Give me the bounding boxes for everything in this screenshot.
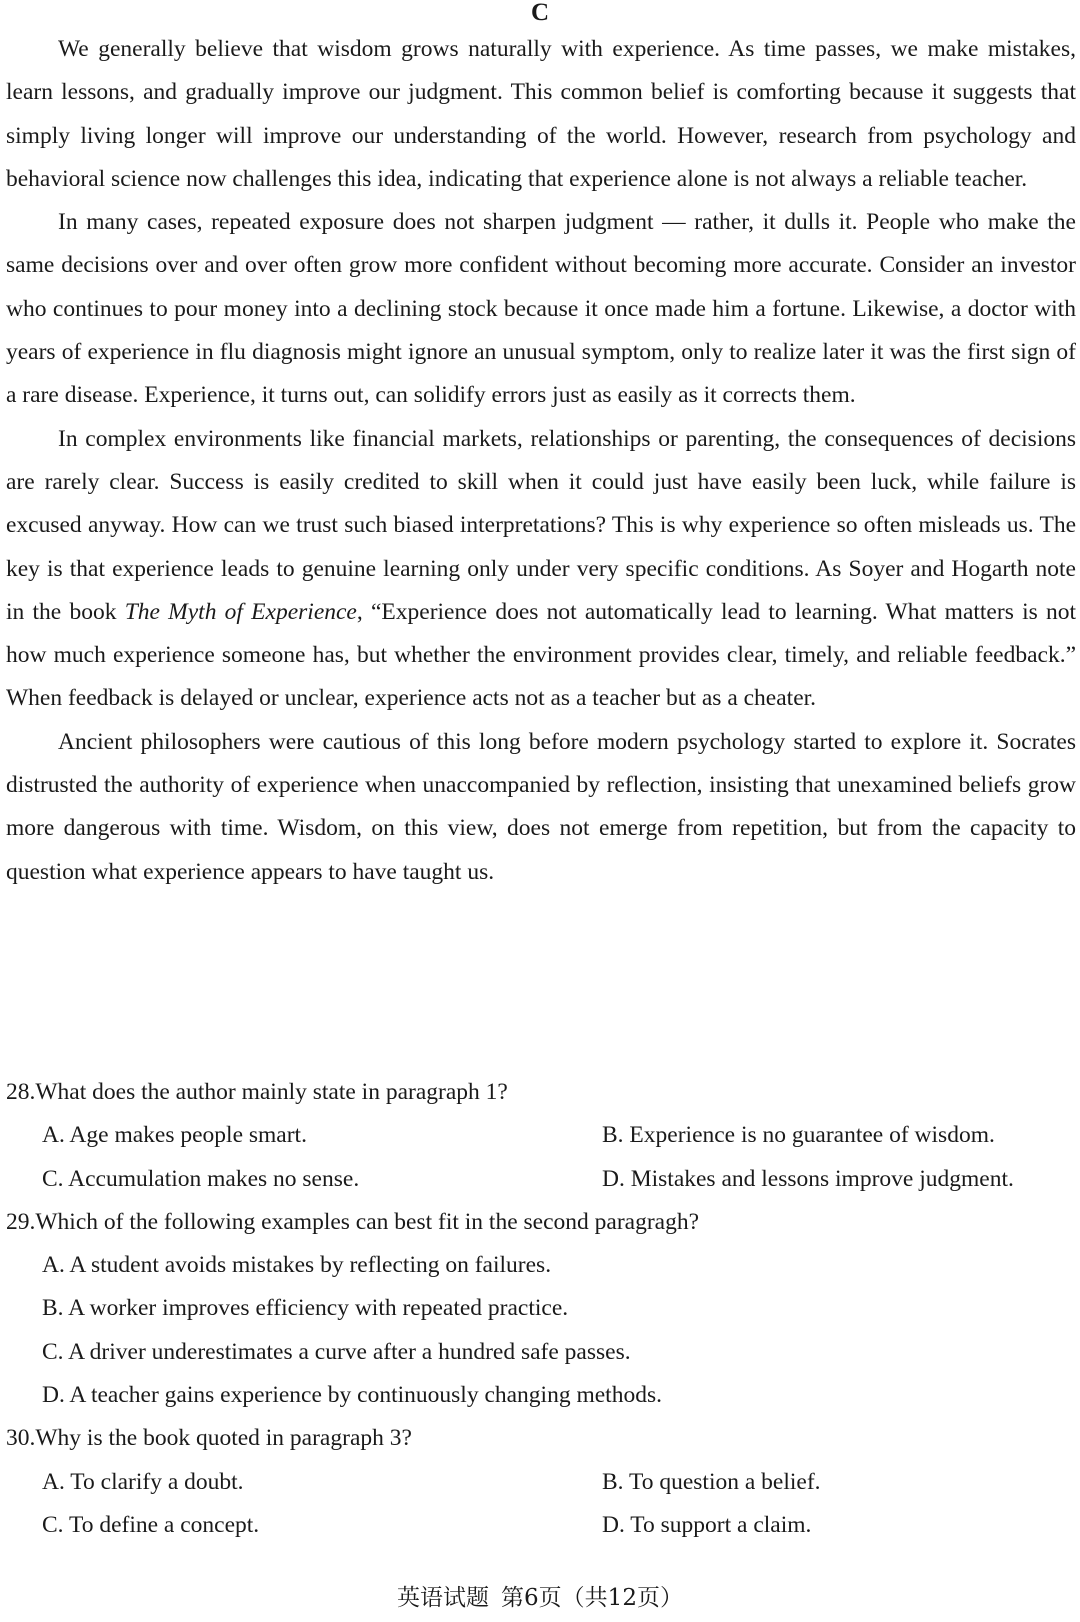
- option-row: [6, 1504, 1076, 1547]
- option-a: A. To clarify a doubt.: [42, 1468, 244, 1495]
- reading-passage: [6, 28, 1076, 894]
- option-c: C. Accumulation makes no sense.: [42, 1165, 360, 1192]
- question-stem: What does the author mainly state in paragraph 1?: [35, 1079, 508, 1105]
- question-stem: Which of the following examples can best fit in the second paragragh?: [35, 1208, 700, 1235]
- option-a: A. A student avoids mistakes by reflecting on failures.: [42, 1252, 552, 1279]
- book-title: The Myth of Experience: [124, 598, 357, 625]
- question-number: 29.: [6, 1208, 36, 1235]
- option-row: [6, 1158, 1076, 1201]
- passage-paragraph-2: In many cases, repeated exposure does not sharpen judgment — rather, it dulls it. People who make the same decisions over and over often grow more confident without becoming more accurate. Consider an investor who continues to pour money into a declining stock because it once made him a fortune. Likewise, a doctor with years of experience in flu diagnosis might ignore an unusual symptom, only to realize later it was the first sign of a rare disease. Experience, it turns out, can solidify errors just as easily as it corrects them.: [6, 209, 1076, 409]
- question-29: [6, 1201, 1076, 1244]
- option-row: [6, 1461, 1076, 1504]
- option-row: [6, 1114, 1076, 1157]
- option-d: D. Mistakes and lessons improve judgment.: [602, 1165, 1014, 1192]
- question-28: [6, 1071, 1076, 1114]
- option-b: B. To question a belief.: [602, 1468, 821, 1495]
- passage-paragraph-4: Ancient philosophers were cautious of this long before modern psychology started to explore it. Socrates distrusted the authority of experience when unaccompanied by reflection, insisting that unexamined beliefs grow more dangerous with time. Wisdom, on this view, does not emerge from repetition, but from the capacity to question what experience appears to have taught us.: [6, 728, 1076, 885]
- question-number: 30.: [6, 1425, 36, 1452]
- option-d: D. To support a claim.: [602, 1511, 812, 1538]
- option-c: C. To define a concept.: [42, 1511, 260, 1538]
- passage-paragraph-3-text-before: In complex environments like financial markets, relationships or parenting, the consequences of decisions are rarely clear. Success is easily credited to skill when it could just have easily been luck, while failure is excused anyway. How can we trust such biased interpretations? This is why experience so often misleads us. The key is that experience leads to genuine learning only under very specific conditions. As Soyer and Hogarth note in the book: [6, 425, 1076, 625]
- option-c: C. A driver underestimates a curve after a hundred safe passes.: [42, 1338, 631, 1365]
- option-b: B. Experience is no guarantee of wisdom.: [602, 1122, 995, 1149]
- passage-paragraph-1: We generally believe that wisdom grows naturally with experience. As time passes, we make mistakes, learn lessons, and gradually improve our judgment. This common belief is comforting because it suggests that simply living longer will improve our understanding of the world. However, research from psychology and behavioral science now challenges this idea, indicating that experience alone is not always a reliable teacher.: [6, 36, 1076, 192]
- passage-paragraph-3: [6, 418, 1076, 721]
- question-30: [6, 1417, 1076, 1460]
- option-b: B. A worker improves efficiency with repeated practice.: [42, 1295, 569, 1322]
- page-footer: [0, 1583, 1080, 1613]
- question-number: 28.: [6, 1079, 36, 1105]
- passage-paragraph-3-text-after: , “Experience does not automatically lead to learning. What matters is not how much experience someone has, but whether the environment provides clear, timely, and reliable feedback.” When feedback is delayed or unclear, experience acts not as a teacher but as a cheater.: [6, 598, 1076, 712]
- option-d: D. A teacher gains experience by continuously changing methods.: [42, 1382, 662, 1409]
- section-letter: C: [530, 0, 550, 26]
- question-list: [6, 1071, 1076, 1547]
- footer-subject: 英语试题: [397, 1585, 490, 1611]
- option-a: A. Age makes people smart.: [42, 1122, 307, 1149]
- footer-page-number: 第6页（共12页）: [501, 1585, 683, 1611]
- question-stem: Why is the book quoted in paragraph 3?: [35, 1425, 412, 1452]
